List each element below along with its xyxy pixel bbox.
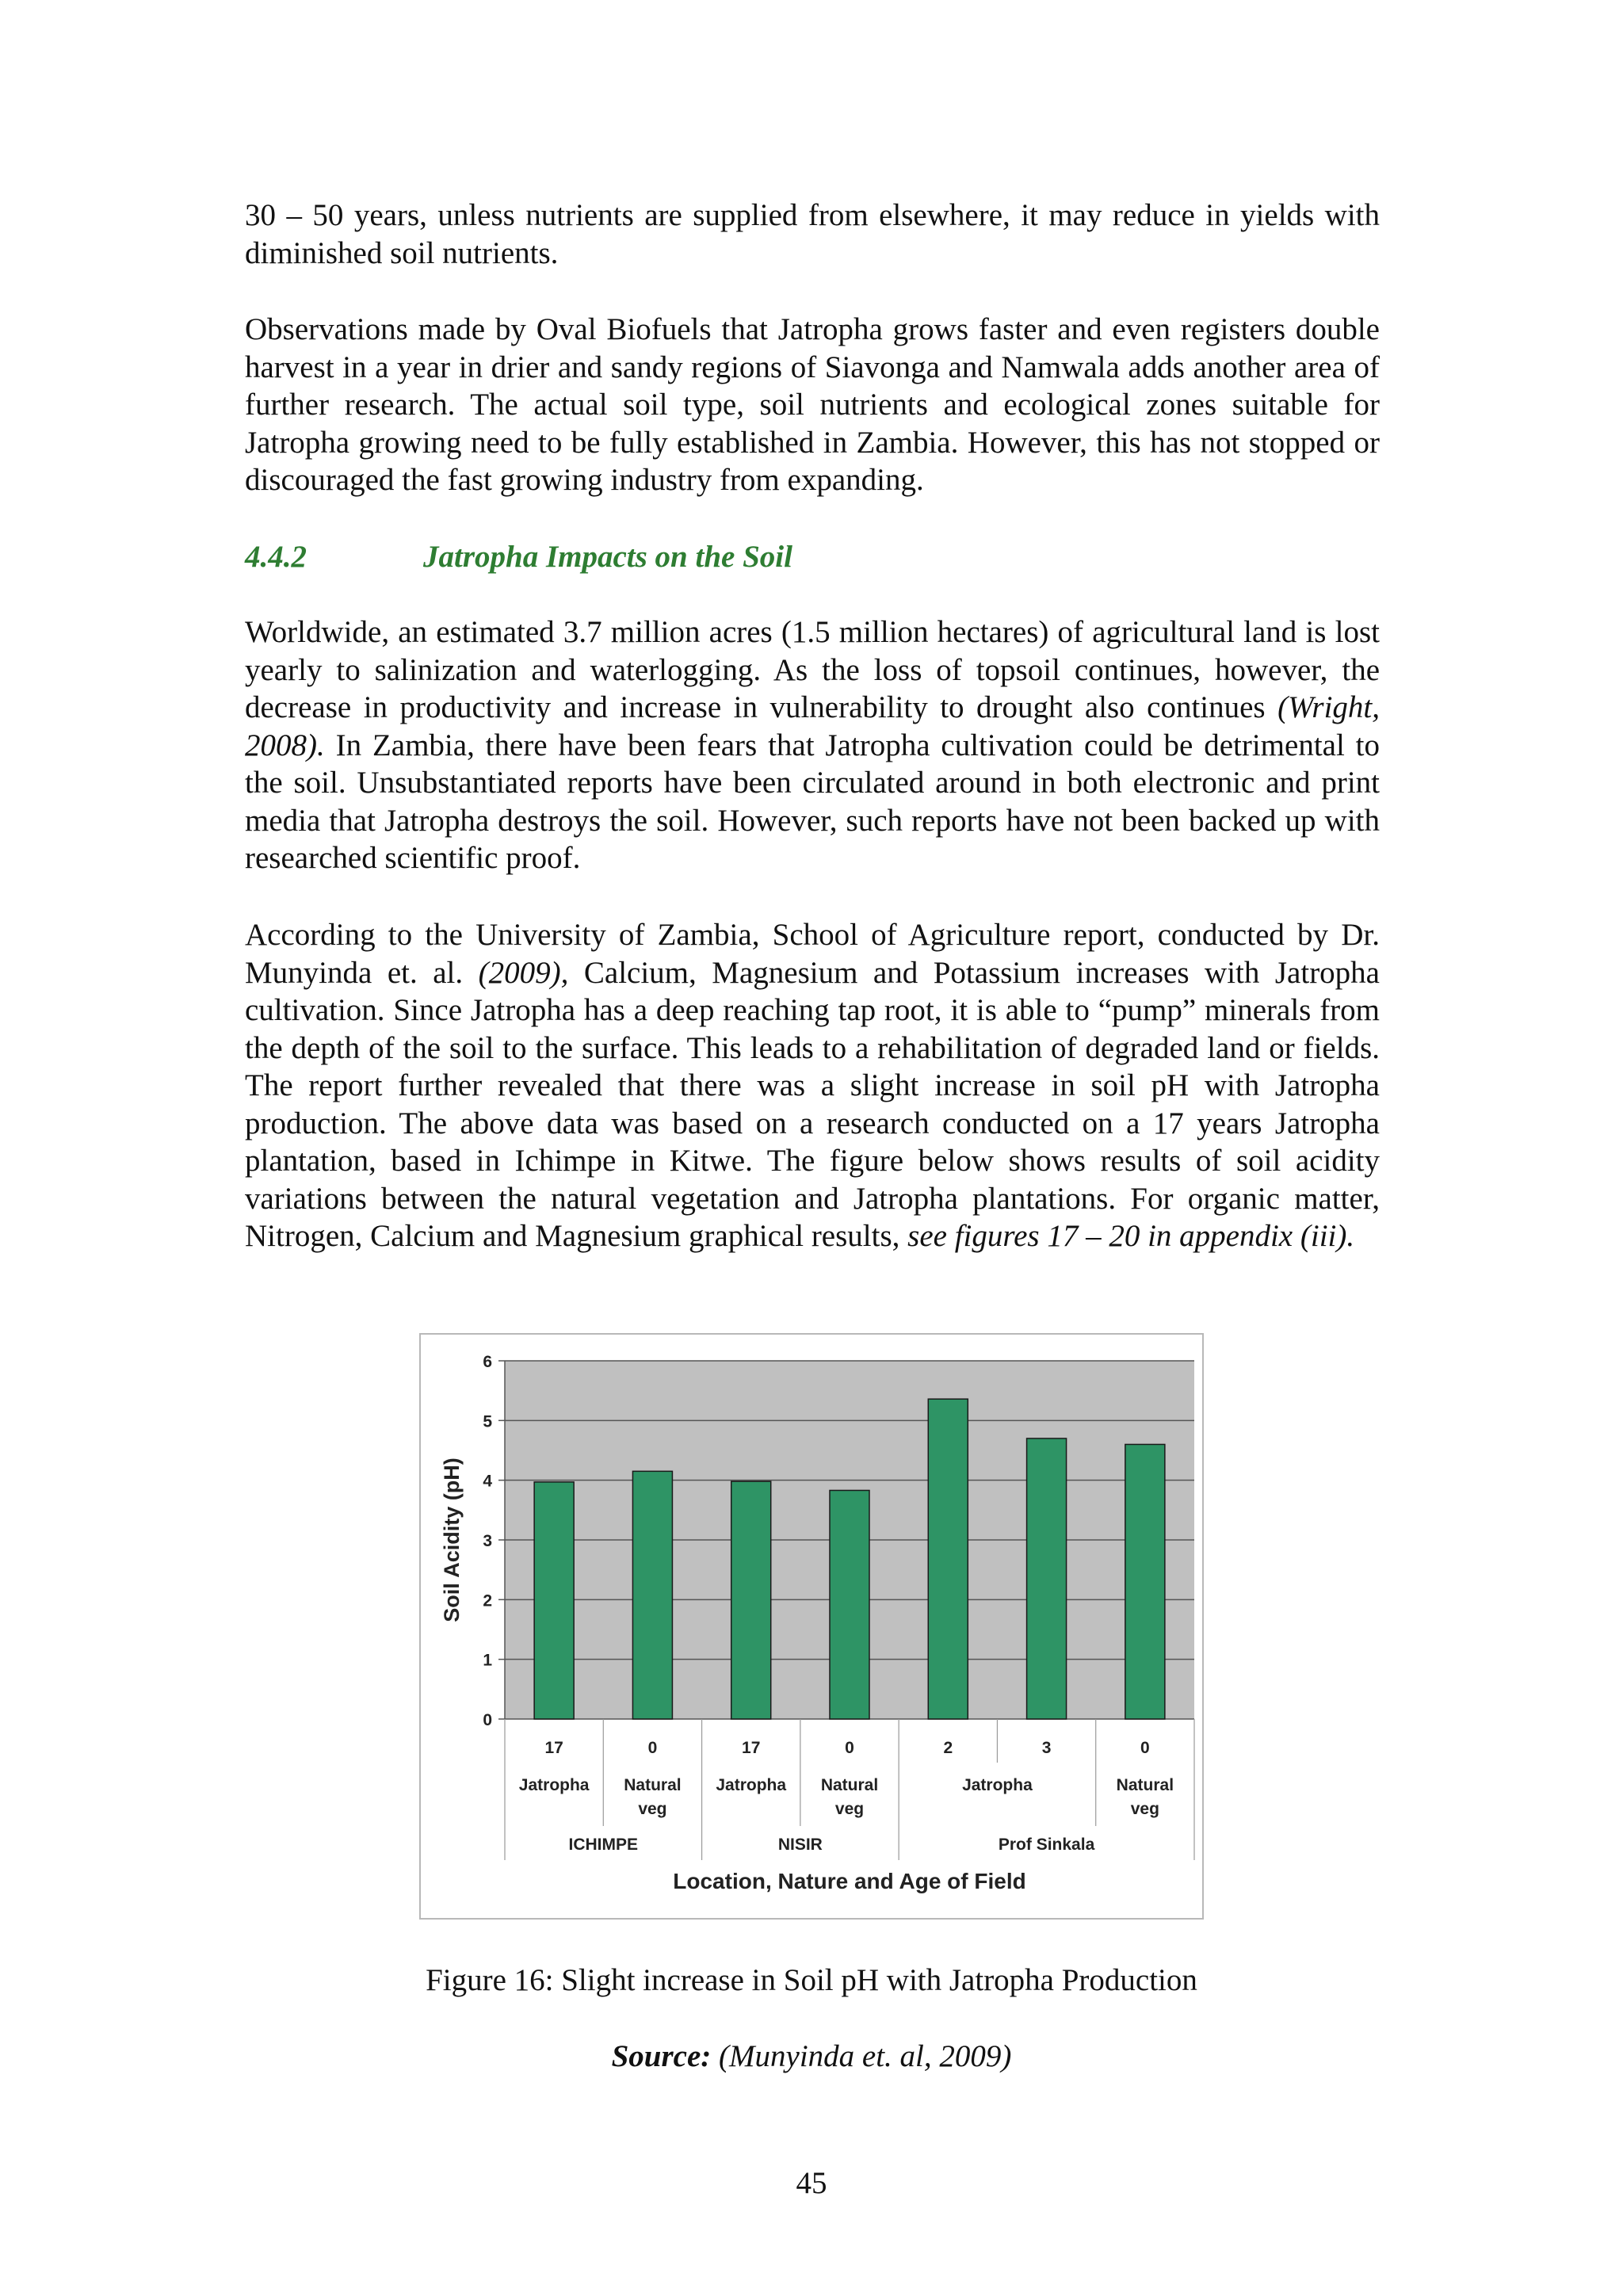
appendix-reference: see figures 17 – 20 in appendix (iii). — [907, 1219, 1355, 1253]
x-tick-nature: Natural — [624, 1776, 682, 1794]
soil-ph-bar-chart — [421, 1335, 1205, 1921]
bar — [731, 1481, 771, 1719]
x-tick-location: NISIR — [777, 1836, 823, 1854]
x-tick-nature: Natural — [1116, 1776, 1174, 1794]
paragraph-4-text-a: According to the University of Zambia, School of Agriculture report, conducted by Dr. Munyinda et. al. — [245, 918, 1380, 990]
paragraph-4-text-b: Calcium, Magnesium and Potassium increases with Jatropha cultivation. Since Jatropha has a deep reaching tap root, it is able to “pump” minerals from the depth of the soil to the surface. This leads to a rehabilitation of degraded land or fields. The report further revealed that there was a slight increase in soil pH with Jatropha production. The above data was based on a research conducted on a 17 years Jatropha plantation, based in Ichimpe in Kitwe. The figure below shows results of soil acidity variations between the natural vegetation and Jatropha plantations. For organic matter, Nitrogen, Calcium and Magnesium graphical results, — [245, 955, 1380, 1253]
y-tick-label: 2 — [483, 1591, 492, 1610]
y-tick-label: 0 — [483, 1711, 492, 1729]
x-tick-age: 3 — [1041, 1739, 1052, 1757]
bar — [1125, 1444, 1165, 1719]
page-number: 45 — [796, 2166, 827, 2200]
y-tick-label: 3 — [483, 1532, 492, 1550]
section-title: Jatropha Impacts on the Soil — [423, 540, 792, 574]
citation-munyinda: (2009), — [478, 955, 569, 990]
bar — [1027, 1438, 1067, 1719]
paragraph-3-text-a: Worldwide, an estimated 3.7 million acres (1.5 million hectares) of agricultural land is lost yearly to salinization and waterlogging. As the loss of topsoil continues, however, the decrease in productivity and increase in vulnerability to drought also continues — [245, 615, 1380, 724]
paragraph-2: Observations made by Oval Biofuels that Jatropha grows faster and even registers double harvest in a year in drier and sandy regions of Siavonga and Namwala adds another area of further research. The actual soil type, soil nutrients and ecological zones suitable for Jatropha growing need to be fully established in Zambia. However, this has not stopped or discouraged the fast growing industry from expanding. — [245, 312, 1380, 497]
section-number: 4.4.2 — [245, 540, 307, 574]
x-tick-age: 0 — [1140, 1739, 1150, 1757]
chart-figure — [419, 1333, 1204, 1920]
paragraph-1: 30 – 50 years, unless nutrients are supplied from elsewhere, it may reduce in yields with diminished soil nutrients. — [245, 198, 1380, 270]
x-tick-nature: Natural — [820, 1776, 879, 1794]
x-tick-nature: Jatropha — [518, 1776, 590, 1794]
y-tick-label: 4 — [483, 1472, 492, 1491]
bar — [830, 1490, 869, 1719]
source-label: Source: — [611, 2039, 712, 2073]
y-tick-label: 5 — [483, 1412, 492, 1431]
x-tick-age: 0 — [845, 1739, 854, 1757]
citation-wright: (Wright, 2008). — [245, 690, 1380, 762]
x-tick-nature-line2: veg — [638, 1800, 667, 1818]
bar — [632, 1471, 672, 1719]
y-tick-labels — [483, 1353, 492, 1729]
category-table — [505, 1719, 1194, 1860]
y-tick-label: 1 — [483, 1651, 492, 1670]
section-heading — [245, 539, 792, 575]
figure-source — [0, 2038, 1623, 2074]
x-tick-nature: Jatropha — [962, 1776, 1033, 1794]
x-tick-age: 17 — [742, 1739, 761, 1757]
x-tick-nature: Jatropha — [716, 1776, 787, 1794]
y-axis-label: Soil Acidity (pH) — [440, 1457, 464, 1622]
x-tick-nature-line2: veg — [834, 1800, 865, 1818]
x-tick-location: ICHIMPE — [568, 1836, 639, 1854]
x-tick-age: 0 — [647, 1739, 658, 1757]
figure-caption: Figure 16: Slight increase in Soil pH with Jatropha Production — [426, 1963, 1197, 1997]
paragraph-3 — [245, 613, 1380, 877]
x-axis-label: Location, Nature and Age of Field — [673, 1869, 1026, 1893]
x-tick-age: 17 — [544, 1739, 563, 1757]
bar — [928, 1399, 968, 1719]
x-tick-nature-line2: veg — [1130, 1800, 1159, 1818]
paragraph-4 — [245, 916, 1380, 1255]
x-tick-age: 2 — [943, 1739, 953, 1757]
x-tick-location: Prof Sinkala — [998, 1836, 1095, 1854]
source-text: (Munyinda et. al, 2009) — [711, 2039, 1012, 2073]
y-tick-label: 6 — [483, 1353, 492, 1371]
bar — [534, 1482, 574, 1719]
paragraph-3-text-b: In Zambia, there have been fears that Jatropha cultivation could be detrimental to the soil. Unsubstantiated reports have been circulated around in both electronic and print media that Jatropha destroys the soil. However, such reports have not been backed up with researched scientific proof. — [245, 728, 1380, 875]
